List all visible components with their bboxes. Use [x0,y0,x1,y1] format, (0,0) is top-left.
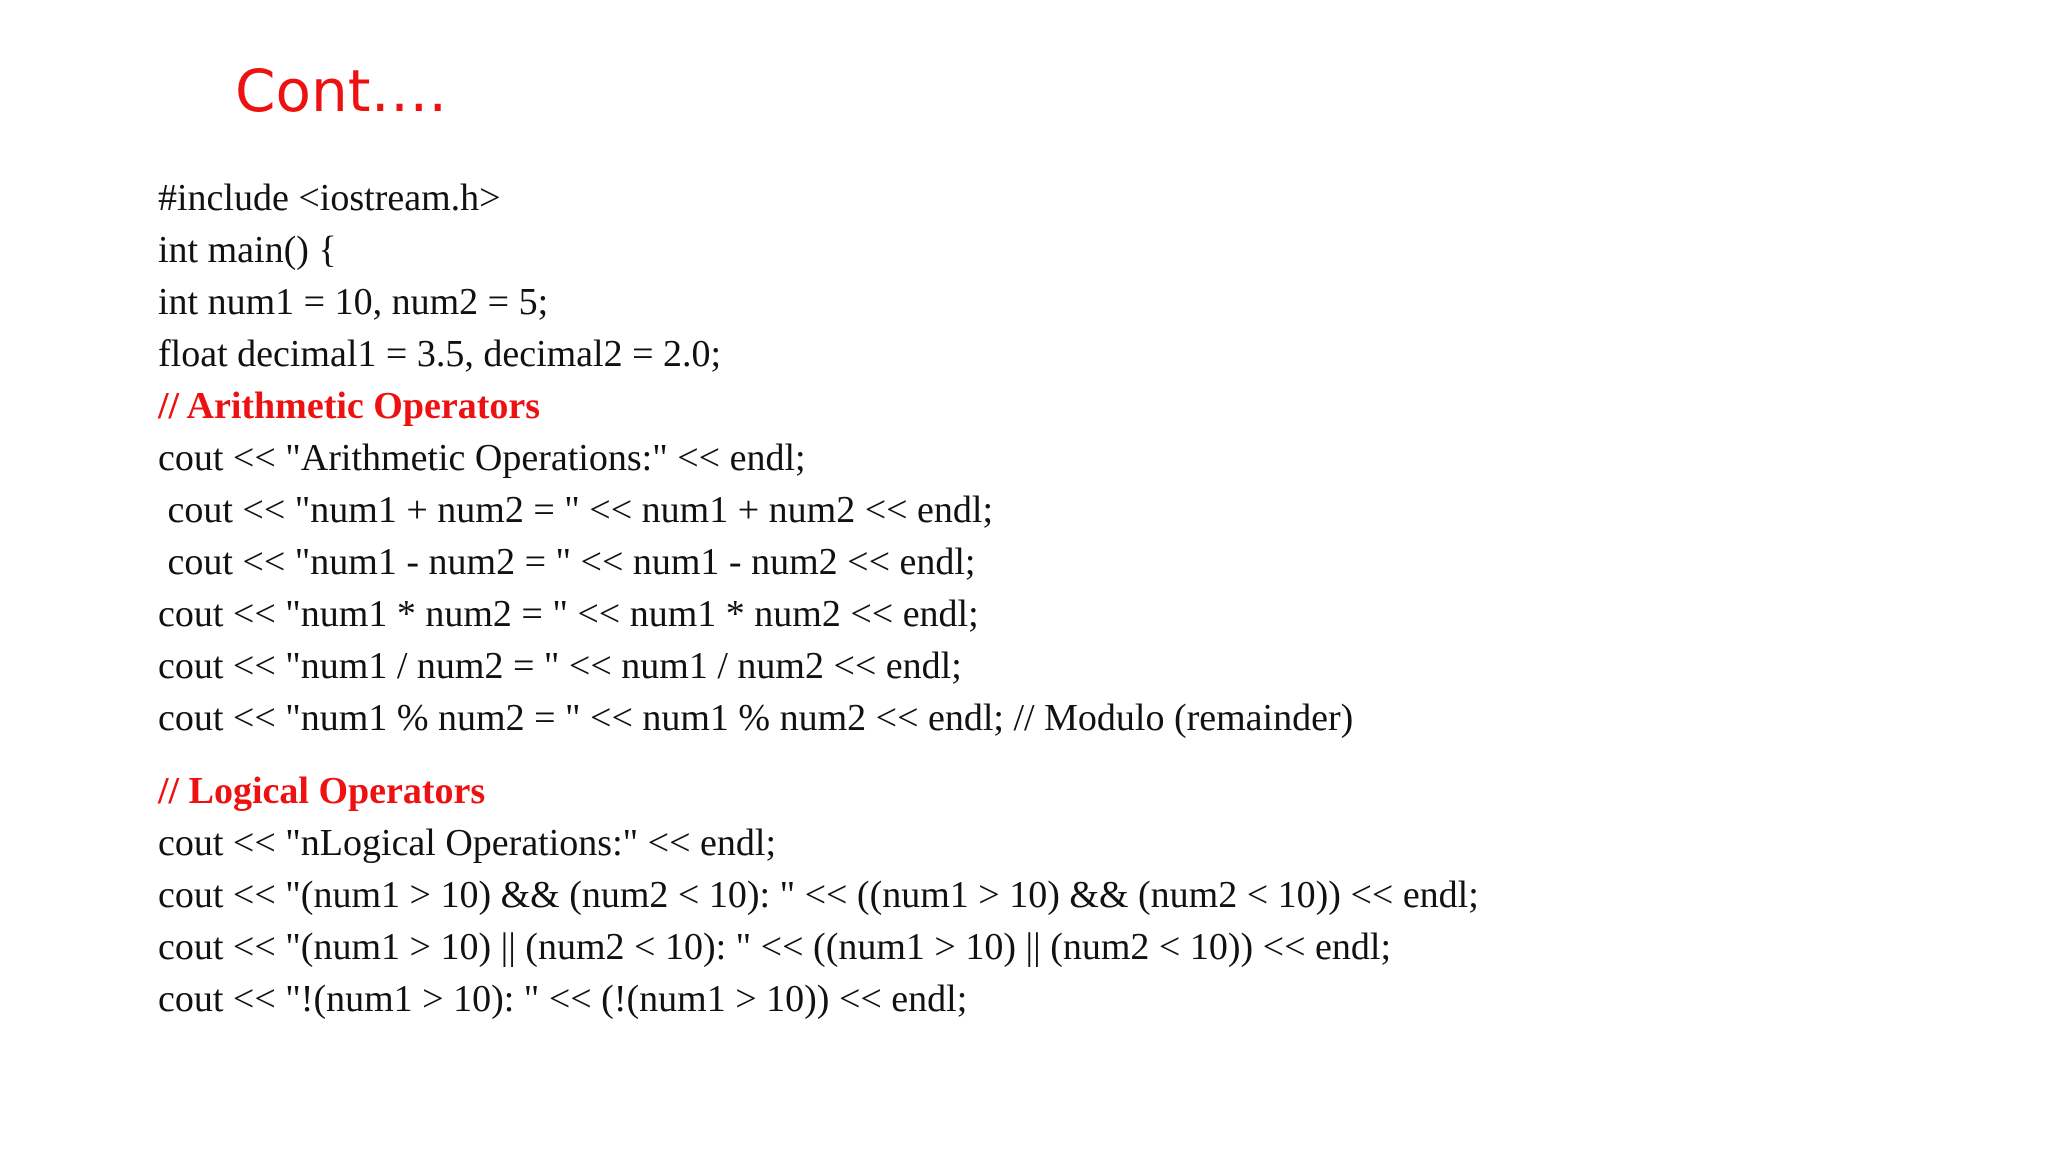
code-line-modulo: cout << "num1 % num2 = " << num1 % num2 << endl; // Modulo (remainder) [158,697,1354,739]
comment-arithmetic-operators: // Arithmetic Operators [158,385,541,427]
comment-logical-operators: // Logical Operators [158,770,486,812]
code-line-divide: cout << "num1 / num2 = " << num1 / num2 << endl; [158,645,962,687]
code-line-logical-and: cout << "(num1 > 10) && (num2 < 10): " << ((num1 > 10) && (num2 < 10)) << endl; [158,874,1479,916]
code-line-logical-not: cout << "!(num1 > 10): " << (!(num1 > 10)) << endl; [158,978,968,1020]
code-block [158,172,2018,1025]
code-line-int-decl: int num1 = 10, num2 = 5; [158,281,549,323]
code-line-add: cout << "num1 + num2 = " << num1 + num2 << endl; [158,489,994,531]
slide-title: Cont…. [235,57,447,125]
code-line-main: int main() { [158,229,337,271]
code-line-arith-header: cout << "Arithmetic Operations:" << endl; [158,437,806,479]
code-line-include: #include <iostream.h> [158,177,501,219]
code-line-multiply: cout << "num1 * num2 = " << num1 * num2 << endl; [158,593,979,635]
code-line-float-decl: float decimal1 = 3.5, decimal2 = 2.0; [158,333,722,375]
code-line-logical-or: cout << "(num1 > 10) || (num2 < 10): " << ((num1 > 10) || (num2 < 10)) << endl; [158,926,1391,968]
code-line-subtract: cout << "num1 - num2 = " << num1 - num2 << endl; [158,541,976,583]
code-line-logical-header: cout << "nLogical Operations:" << endl; [158,822,777,864]
